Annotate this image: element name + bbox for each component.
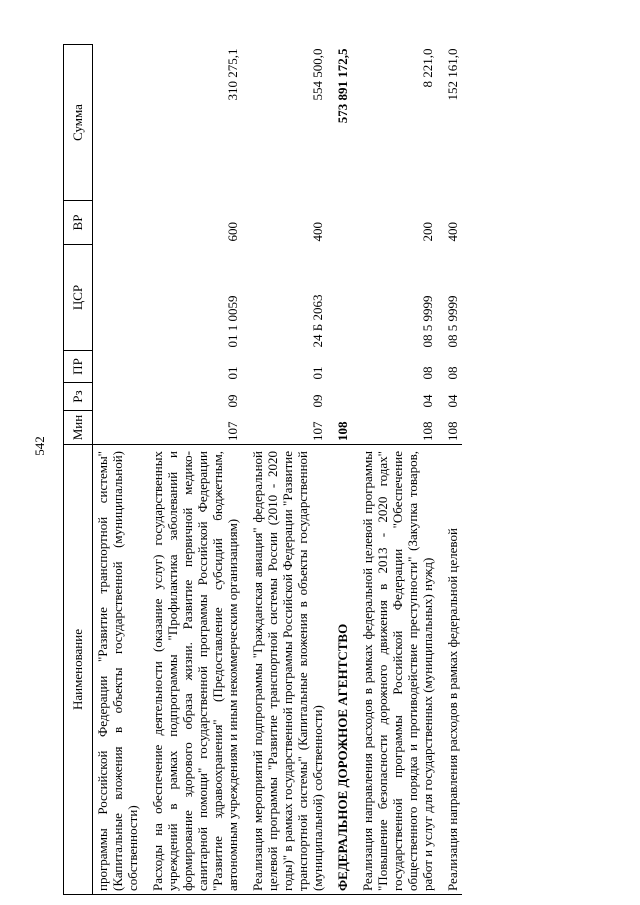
row-vr: 400 (445, 222, 460, 242)
row-csr (327, 245, 352, 351)
table-row (437, 45, 462, 895)
row-min: 108 (445, 421, 460, 441)
row-min: 108 (420, 421, 435, 441)
row-min: 108 (335, 421, 350, 441)
row-name: Реализация мероприятий подпрограммы "Гражданская авиация" федеральной целевой программы "Развитие транспортной системы России (2010 - 2020 годы)" в рамках государственной программы Российской Федерации "Развитие транспортной системы" (Капитальные вложения в объекты государственной (муниципальной) собственности) (242, 445, 327, 895)
row-pr: 08 (420, 366, 435, 380)
row-sum: 152 161,0 (445, 48, 460, 101)
row-name: программы Российской Федерации "Развитие транспортной системы" (Капитальные вложения в объекты государственной (муниципальной) собственности) (93, 445, 143, 895)
header-sum: Сумма (64, 45, 93, 201)
row-name: ФЕДЕРАЛЬНОЕ ДОРОЖНОЕ АГЕНТСТВО (327, 445, 352, 895)
table-row (142, 45, 242, 895)
table-row-agency (327, 45, 352, 895)
row-vr: 400 (310, 222, 325, 242)
row-name: Реализация направления расходов в рамках федеральной целевой программы "Повышение безопасности дорожного движения в 2013 - 2020 годах" государственной программы Российской Федерации "Обеспечение общественного порядка и противодействие преступности" (Закупка товаров, работ и услуг для государственных (муниципальных) нужд) (352, 445, 437, 895)
row-pr: 01 (225, 366, 240, 380)
row-rz (93, 383, 143, 411)
header-csr: ЦСР (64, 245, 93, 351)
row-min: 107 (310, 421, 325, 441)
header-rz: Рз (64, 383, 93, 411)
row-csr: 24 Б 2063 (310, 294, 325, 348)
row-pr (93, 351, 143, 383)
header-name: Наименование (64, 445, 93, 895)
table-row (93, 45, 143, 895)
row-rz: 09 (310, 394, 325, 408)
header-pr: ПР (64, 351, 93, 383)
row-vr (93, 201, 143, 245)
row-sum: 8 221,0 (420, 48, 435, 88)
row-vr: 200 (420, 222, 435, 242)
header-vr: ВР (64, 201, 93, 245)
row-pr: 08 (445, 366, 460, 380)
row-sum: 310 275,1 (225, 48, 240, 101)
row-pr (327, 351, 352, 383)
budget-table (63, 44, 462, 895)
header-min: Мин (64, 411, 93, 445)
page-number: 542 (31, 436, 47, 456)
row-min (93, 411, 143, 445)
row-name: Расходы на обеспечение деятельности (оказание услуг) государственных учреждений в рамках подпрограммы "Профилактика заболеваний и формирование здорового образа жизни. Развитие первичной медико-санитарной помощи" государственной программы Российской Федерации "Развитие здравоохранения" (Предоставление субсидий бюджетным, автономным учреждениям и иным некоммерческим организациям) (142, 445, 242, 895)
row-csr: 08 5 9999 (420, 295, 435, 348)
row-vr: 600 (225, 222, 240, 242)
row-csr (93, 245, 143, 351)
row-rz (327, 383, 352, 411)
row-pr: 01 (310, 366, 325, 380)
row-rz: 04 (420, 394, 435, 408)
row-vr (327, 201, 352, 245)
row-min: 107 (225, 421, 240, 441)
table-row (242, 45, 327, 895)
table-row (352, 45, 437, 895)
row-sum: 573 891 172,5 (335, 48, 350, 124)
row-csr: 08 5 9999 (445, 295, 460, 348)
row-sum (93, 45, 143, 201)
row-sum: 554 500,0 (310, 48, 325, 101)
row-rz: 09 (225, 394, 240, 408)
row-csr: 01 1 0059 (225, 295, 240, 348)
row-rz: 04 (445, 394, 460, 408)
row-name: Реализация направления расходов в рамках федеральной целевой (437, 445, 462, 895)
rotated-page-content (63, 45, 603, 895)
table-header-row (64, 45, 93, 895)
